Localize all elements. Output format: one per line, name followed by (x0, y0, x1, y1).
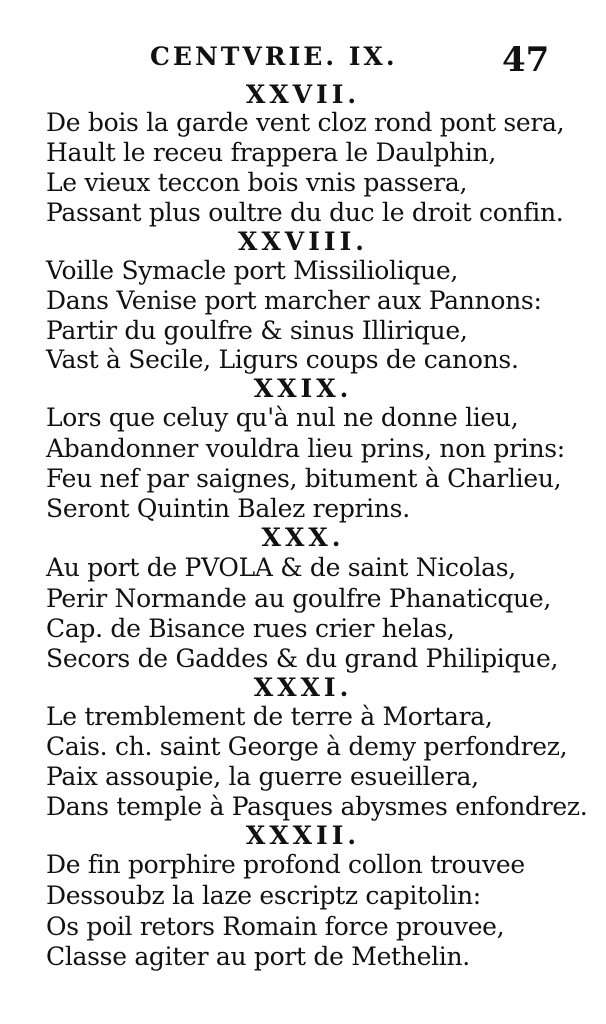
verse-line: Partir du goulfre & sinus Illirique, (46, 316, 468, 345)
verse-line: De bois la garde vent cloz rond pont sera, (46, 108, 565, 137)
verse-line: Le tremblement de terre à Mortara, (46, 702, 493, 731)
running-head: CENTVRIE. IX. (150, 42, 398, 71)
verse-line: Cap. de Bisance rues crier helas, (46, 614, 455, 643)
verse-line: Le vieux teccon bois vnis passera, (46, 168, 468, 197)
quatrain-title: XXIX. (253, 374, 353, 403)
verse-line: Vast à Secile, Ligurs coups de canons. (46, 345, 519, 374)
verse-line: De fin porphire profond collon trouvee (46, 850, 525, 879)
verse-line: Cais. ch. saint George à demy perfondrez, (46, 732, 568, 761)
quatrain-title: XXVIII. (238, 227, 368, 256)
verse-line: Classe agiter au port de Methelin. (46, 942, 470, 971)
verse-line: Seront Quintin Balez reprins. (46, 494, 410, 523)
quatrain-title: XXX. (261, 523, 345, 552)
verse-line: Dans Venise port marcher aux Pannons: (46, 286, 542, 315)
verse-line: Dans temple à Pasques abysmes enfondrez. (46, 792, 588, 821)
verse-line: Abandonner vouldra lieu prins, non prins: (46, 434, 565, 463)
verse-line: Lors que celuy qu'à nul ne donne lieu, (46, 403, 519, 432)
verse-line: Secors de Gaddes & du grand Philipique, (46, 644, 559, 673)
verse-line: Os poil retors Romain force prouvee, (46, 912, 505, 941)
verse-line: Passant plus oultre du duc le droit confin. (46, 198, 564, 227)
quatrain-title: XXXI. (253, 673, 353, 702)
verse-line: Perir Normande au goulfre Phanaticque, (46, 584, 552, 613)
verse-line: Paix assoupie, la guerre esueillera, (46, 762, 479, 791)
page-number: 47 (502, 40, 550, 80)
verse-line: Feu nef par saignes, bitument à Charlieu, (46, 464, 562, 493)
verse-line: Hault le receu frappera le Daulphin, (46, 138, 496, 167)
quatrain-title: XXVII. (245, 80, 361, 109)
verse-line: Voille Symacle port Missiliolique, (46, 256, 459, 285)
verse-line: Au port de PVOLA & de saint Nicolas, (46, 553, 516, 582)
verse-line: Dessoubz la laze escriptz capitolin: (46, 881, 481, 910)
quatrain-title: XXXII. (245, 821, 361, 850)
